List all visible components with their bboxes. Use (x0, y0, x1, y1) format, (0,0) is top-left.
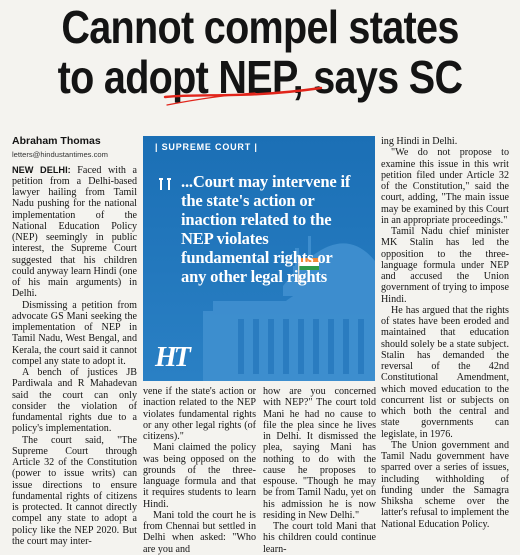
article-paragraph: NEW DELHI: Faced with a petition from a Delhi-based lawyer hailing from Tamil Nadu pushing for the national implementation of the National Education Policy (NEP) seemingly in public interest, the Supreme Court suggested that his children could anyway learn Hindi (one of his main arguments) in Delhi. (12, 164, 138, 300)
article-paragraph: The court told Mani that his children could continue learn- (263, 521, 376, 555)
red-underline-mark (163, 83, 323, 109)
dateline: NEW DELHI: (12, 164, 71, 175)
pull-quote-box (143, 136, 375, 381)
article-paragraph: The Union government and Tamil Nadu government have sparred over a series of issues, including withholding of funding under the Samagra Shiksha scheme over the latter's refusal to implement the National Education Policy. (381, 439, 509, 530)
headline-line-2: to adopt NEP, says SC (57, 51, 463, 103)
article-paragraph: Mani told the court he is from Chennai but settled in Delhi when asked: "Who are you and (143, 509, 256, 555)
ht-logo: HT (155, 342, 188, 373)
section-tag: | SUPREME COURT | (155, 142, 258, 152)
article-paragraph: "We do not propose to examine this issue in this writ petition filed under Article 32 of the Constitution," said the court, adding, "The main issue may be examined by this Court in an appropriate proceedings." (381, 147, 509, 226)
byline-email: letters@hindustantimes.com (12, 150, 108, 160)
headline-line-1: Cannot compel states (61, 1, 459, 53)
article-column-2 (143, 386, 256, 555)
pull-quote-text: ...Court may intervene if the state's action or inaction related to the NEP violates fundamental rights or any other legal rights (181, 172, 351, 286)
byline-author: Abraham Thomas (12, 135, 101, 147)
article-paragraph: A bench of justices JB Pardiwala and R Mahadevan said the court can only consider the violation of fundamental rights due to a policy's implementation. (12, 367, 137, 435)
article-paragraph: The court said, "The Supreme Court through Article 32 of the Constitution (power to issue writs) can issue directions to ensure fundamental rights of citizens is protected. It cannot directly compel any state to adopt a policy like the NEP 2020. But the court may inter- (12, 434, 137, 547)
article-column-3 (263, 386, 376, 555)
article-paragraph: He has argued that the rights of states have been eroded and maintained that education should solely be a state subject. Stalin has demanded the reversal of the 42nd Constitutional Amendment, which moved education to the concurrent list or subjects on which both the central and state governments can legislate, in 1976. (381, 304, 509, 440)
article-column-4 (381, 136, 509, 530)
article-paragraph: vene if the state's action or inaction related to the NEP violates fundamental rights or any other legal rights (of citizens)." (143, 386, 256, 442)
article-paragraph: Mani claimed the policy was being opposed on the grounds of the three-language formula and that it requires students to learn Hindi. (143, 442, 256, 510)
quote-icon (156, 176, 176, 198)
article-paragraph: how are you concerned with NEP?" The court told Mani he had no cause to file the plea since he lives in Delhi. It dismissed the plea, saying Mani has nothing to do with the cause he proposes to espouse. "Though he may be from Tamil Nadu, yet on his admission he is now residing in New Delhi." (263, 386, 376, 521)
article-paragraph: ing Hindi in Delhi. (381, 136, 458, 147)
article-paragraph: Dismissing a petition from advocate GS Mani seeking the implementation of NEP in Tamil Nadu, West Bengal, and Kerala, the court said it cannot compel any state to adopt it. (12, 299, 137, 367)
article-column-1 (12, 136, 137, 547)
article-paragraph: Tamil Nadu chief minister MK Stalin has led the opposition to the three-language formula under NEP and accused the Union government of trying to impose Hindi. (381, 226, 509, 305)
